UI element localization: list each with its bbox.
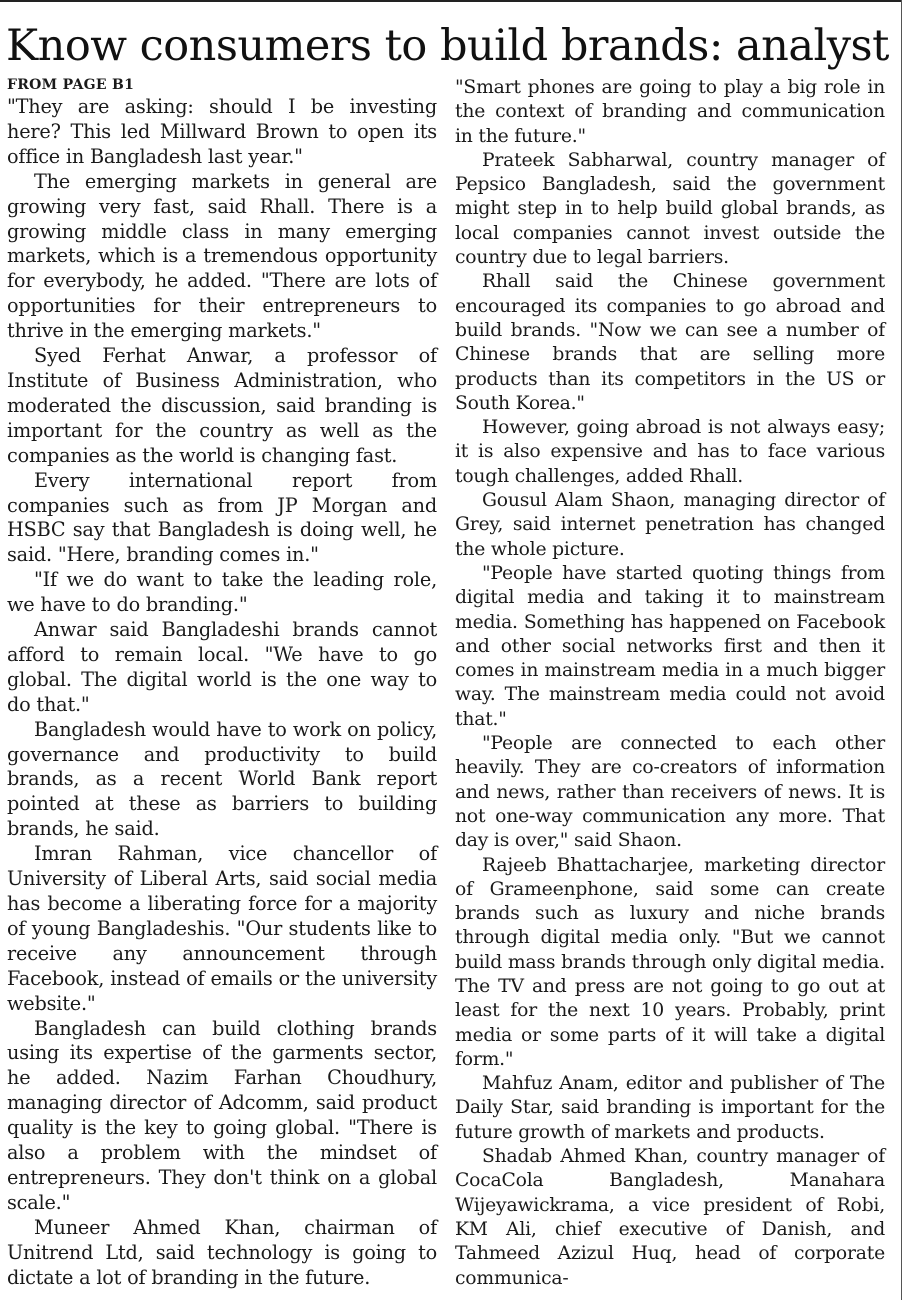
paragraph: "People are connected to each other heavily. They are co-creators of information and news, rather than receivers of news. It is not one-way communication any more. That day is over," said Shaon. <box>455 733 885 852</box>
paragraph: Anwar said Bangladeshi brands cannot afford to remain local. "We have to go global. The digital world is the one way to do that." <box>7 618 437 716</box>
paragraph: Shadab Ahmed Khan, country manager of CocaCola Bangladesh, Manahara Wijeyawickrama, a vice president of Robi, KM Ali, chief executive of Danish, and Tahmeed Azizul Huq, head of corporate communica- <box>455 1146 885 1289</box>
paragraph: "If we do want to take the leading role, we have to do branding." <box>7 568 437 617</box>
paragraph: Syed Ferhat Anwar, a professor of Institute of Business Administration, who moderated the discussion, said branding is important for the country as well as the companies as the world is changing fast. <box>7 344 437 467</box>
paragraph: "People have started quoting things from digital media and taking it to mainstream media. Something has happened on Facebook and other social networks first and then it comes in mainstream media in a much bigger way. The mainstream media could not avoid that." <box>455 562 885 730</box>
paragraph: Every international report from companies such as from JP Morgan and HSBC say that Bangladesh is doing well, he said. "Here, branding comes in." <box>7 468 437 567</box>
paragraph: Bangladesh can build clothing brands using its expertise of the garments sector, he added. Nazim Farhan Choudhury, managing director of Adcomm, said product quality is the key to going global. "There is also a problem with the mindset of entrepreneurs. They don't think on a global scale." <box>7 1016 437 1214</box>
paragraph: Bangladesh would have to work on policy, governance and productivity to build brands, as a recent World Bank report pointed at these as barriers to building brands, he said. <box>7 717 437 841</box>
left-column <box>7 76 437 1291</box>
kicker: FROM PAGE B1 <box>7 77 135 93</box>
paragraph: However, going abroad is not always easy; it is also expensive and has to face various tough challenges, added Rhall. <box>455 417 885 487</box>
paragraph: "Smart phones are going to play a big role in the context of branding and communication in the future." <box>455 77 885 147</box>
paragraph: Rhall said the Chinese government encouraged its companies to go abroad and build brands. "Now we can see a number of Chinese brands that are selling more products than its competitors in the US or South Korea." <box>455 271 885 414</box>
paragraph: Prateek Sabharwal, country manager of Pepsico Bangladesh, said the government might step in to help build global brands, as local companies cannot invest outside the country due to legal barriers. <box>455 149 885 269</box>
paragraph: The emerging markets in general are growing very fast, said Rhall. There is a growing middle class in many emerging markets, which is a tremendous opportunity for everybody, he added. "There are lots of opportunities for their entrepreneurs to thrive in the emerging markets." <box>7 169 437 343</box>
paragraph: Imran Rahman, vice chancellor of University of Liberal Arts, said social media has become a liberating force for a majority of young Bangladeshis. "Our students like to receive any announcement through Facebook, instead of emails or the university website." <box>7 842 437 1015</box>
paragraph: Rajeeb Bhattacharjee, marketing director of Grameenphone, said some can create brands such as luxury and niche brands through digital media only. "But we cannot build mass brands through only digital media. The TV and press are not going to go out at least for the next 10 years. Probably, print media or some parts of it will take a digital form." <box>455 854 885 1070</box>
paragraph: "They are asking: should I be investing here? This led Millward Brown to open its office in Bangladesh last year." <box>7 95 437 168</box>
paragraph: Muneer Ahmed Khan, chairman of Unitrend Ltd, said technology is going to dictate a lot of branding in the future. <box>7 1215 437 1289</box>
paragraph: Mahfuz Anam, editor and publisher of The Daily Star, said branding is important for the future growth of markets and products. <box>455 1073 885 1143</box>
headline: Know consumers to build brands: analyst <box>6 21 889 71</box>
right-column <box>455 76 885 1291</box>
top-rule <box>0 0 902 2</box>
paragraph: Gousul Alam Shaon, managing director of Grey, said internet penetration has changed the whole picture. <box>455 490 885 560</box>
